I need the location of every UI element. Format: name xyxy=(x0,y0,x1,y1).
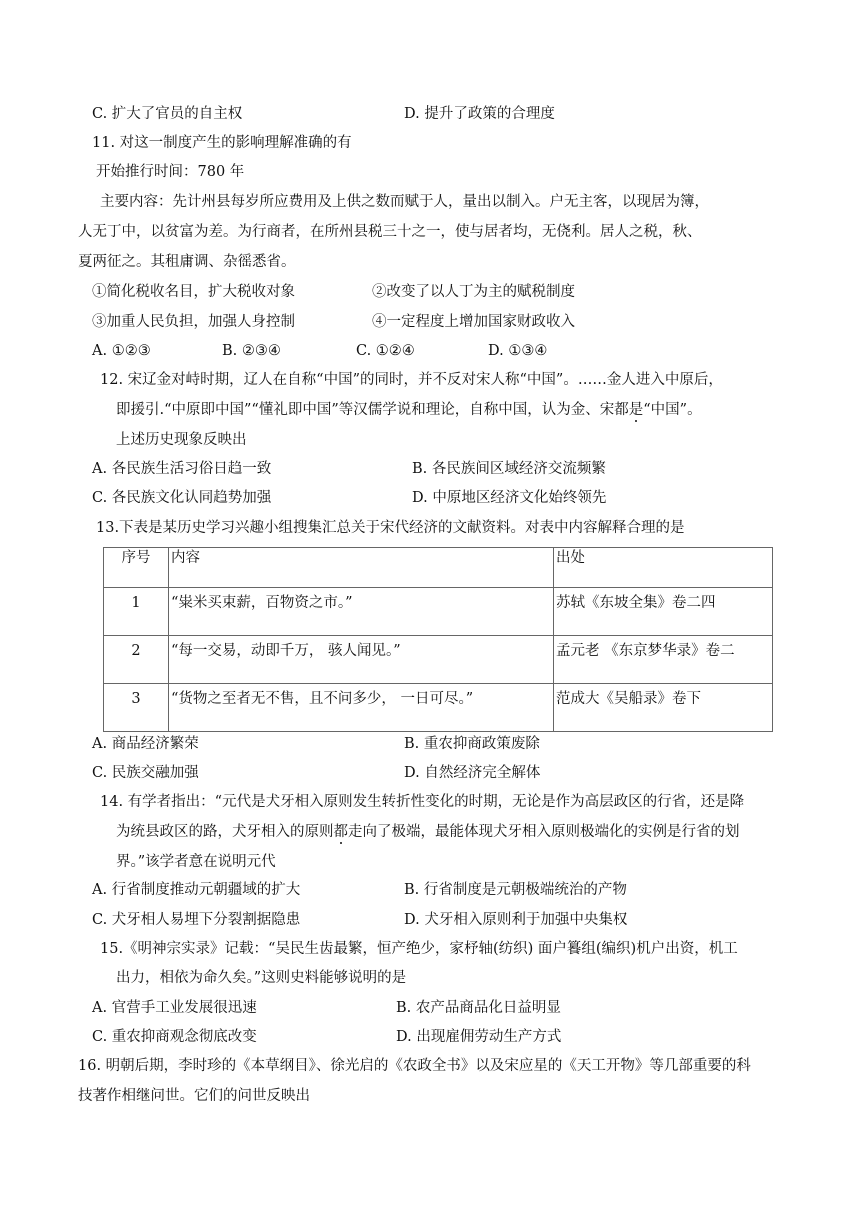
q11-material-line-3: 夏两征之。其租庸调、杂徭悉省。 xyxy=(78,254,296,270)
q12-emphasis-char: 是 xyxy=(628,402,644,418)
table-cell: 孟元老 《东京梦华录》卷二 xyxy=(554,636,773,684)
q12-stem-line-2a: 即援引.“中原即中国”“懂礼即中国”等汉儒学说和理论，自称中国，认为金、宋都 xyxy=(116,402,629,418)
q11-material-time: 开始推行时间：780 年 xyxy=(96,164,245,180)
q12-stem-line-3: 上述历史现象反映出 xyxy=(116,432,247,448)
q12-stem-line-2c: “中国”。 xyxy=(643,402,702,418)
q11-stem: 11. 对这一制度产生的影响理解准确的有 xyxy=(92,135,352,151)
table-cell: “粜米买束薪，百物资之市。” xyxy=(169,588,554,636)
q12-stem-line-2 xyxy=(116,400,702,420)
q15-option-c: C. 重农抑商观念彻底改变 xyxy=(92,1029,257,1045)
q11-item-2: ②改变了以人丁为主的赋税制度 xyxy=(372,284,575,300)
q12-option-a: A. 各民族生活习俗日趋一致 xyxy=(92,461,272,477)
q15-option-d: D. 出现雇佣劳动生产方式 xyxy=(396,1029,562,1045)
q14-option-c: C. 犬牙相人易埋下分裂割据隐患 xyxy=(92,912,301,928)
q16-stem-line-2: 技著作相继问世。它们的问世反映出 xyxy=(78,1088,310,1104)
q10-option-d: D. 提升了政策的合理度 xyxy=(404,106,555,122)
q11-item-1: ①简化税收名目，扩大税收对象 xyxy=(92,284,295,300)
table-cell: 苏轼《东坡全集》卷二四 xyxy=(554,588,773,636)
table-cell: 3 xyxy=(104,684,169,732)
q13-option-b: B. 重农抑商政策废除 xyxy=(404,736,540,752)
q12-option-b: B. 各民族间区域经济交流频繁 xyxy=(412,461,606,477)
q14-option-a: A. 行省制度推动元朝疆域的扩大 xyxy=(92,882,301,898)
q11-item-4: ④一定程度上增加国家财政收入 xyxy=(372,314,575,330)
q14-option-d: D. 犬牙相入原则利于加强中央集权 xyxy=(404,912,628,928)
table-header-row xyxy=(104,548,773,588)
q14-stem-line-2 xyxy=(116,822,740,842)
q12-option-d: D. 中原地区经济文化始终领先 xyxy=(412,490,607,506)
q15-option-b: B. 农产品商品化日益明显 xyxy=(396,1000,561,1016)
q13-stem: 13.下表是某历史学习兴趣小组搜集汇总关于宋代经济的文献资料。对表中内容解释合理的是 xyxy=(96,520,685,536)
q14-option-b: B. 行省制度是元朝极端统治的产物 xyxy=(404,882,627,898)
q13-option-c: C. 民族交融加强 xyxy=(92,765,199,781)
q14-stem-line-2a: 为统县政区的路，犬牙相入的原则 xyxy=(116,824,334,840)
table-row xyxy=(104,636,773,684)
q16-stem-line-1: 16. 明朝后期，李时珍的《本草纲目》、徐光启的《农政全书》以及宋应星的《天工开物》等几部重要的科 xyxy=(78,1058,751,1074)
q12-stem-line-1: 12. 宋辽金对峙时期，辽人在自称“中国”的同时，并不反对宋人称“中国”。……金人进入中原后， xyxy=(100,372,723,388)
q14-stem-line-1: 14. 有学者指出：“元代是犬牙相入原则发生转折性变化的时期，无论是作为高层政区的行省，还是降 xyxy=(100,794,745,810)
q13-option-a: A. 商品经济繁荣 xyxy=(92,736,199,752)
table-cell: “每一交易，动即千万， 骇人闻见。” xyxy=(169,636,554,684)
q11-option-c: C. ①②④ xyxy=(356,343,415,359)
q15-stem-line-1: 15.《明神宗实录》记载：“吴民生齿最繁，恒产绝少，家杼轴(纺织) 面户籑组(编织)机户出资，机工 xyxy=(100,941,738,957)
q14-stem-line-3: 界。”该学者意在说明元代 xyxy=(116,854,276,870)
q14-emphasis-char: 都 xyxy=(333,824,348,840)
table-header-cell: 出处 xyxy=(554,548,773,588)
q14-stem-line-2c: 走向了极端，最能体现犬牙相入原则极端化的实例是行省的划 xyxy=(348,824,740,840)
q10-option-c: C. 扩大了官员的自主权 xyxy=(92,106,243,122)
q11-item-3: ③加重人民负担，加强人身控制 xyxy=(92,314,295,330)
table-row xyxy=(104,684,773,732)
table-cell: 2 xyxy=(104,636,169,684)
table-cell: “货物之至者无不售，且不问多少， 一日可尽。” xyxy=(169,684,554,732)
q11-option-b: B. ②③④ xyxy=(222,343,281,359)
q12-option-c: C. 各民族文化认同趋势加强 xyxy=(92,490,272,506)
table-row xyxy=(104,588,773,636)
q13-option-d: D. 自然经济完全解体 xyxy=(404,765,541,781)
q13-table xyxy=(103,547,773,732)
table-cell: 范成大《吴船录》卷下 xyxy=(554,684,773,732)
q11-material-line-1: 主要内容：先计州县每岁所应费用及上供之数而赋于人，量出以制入。户无主客，以现居为簿， xyxy=(100,194,709,210)
q11-option-d: D. ①③④ xyxy=(488,343,548,359)
q15-option-a: A. 官营手工业发展很迅速 xyxy=(92,1000,257,1016)
table-header-cell: 序号 xyxy=(104,548,169,588)
q11-option-a: A. ①②③ xyxy=(92,343,151,359)
table-cell: 1 xyxy=(104,588,169,636)
table-header-cell: 内容 xyxy=(169,548,554,588)
q11-material-line-2: 人无丁中，以贫富为差。为行商者，在所州县税三十之一，使与居者均，无侥利。居人之税，秋、 xyxy=(78,224,702,240)
q15-stem-line-2: 出力，相依为命久矣。”这则史料能够说明的是 xyxy=(116,970,407,986)
